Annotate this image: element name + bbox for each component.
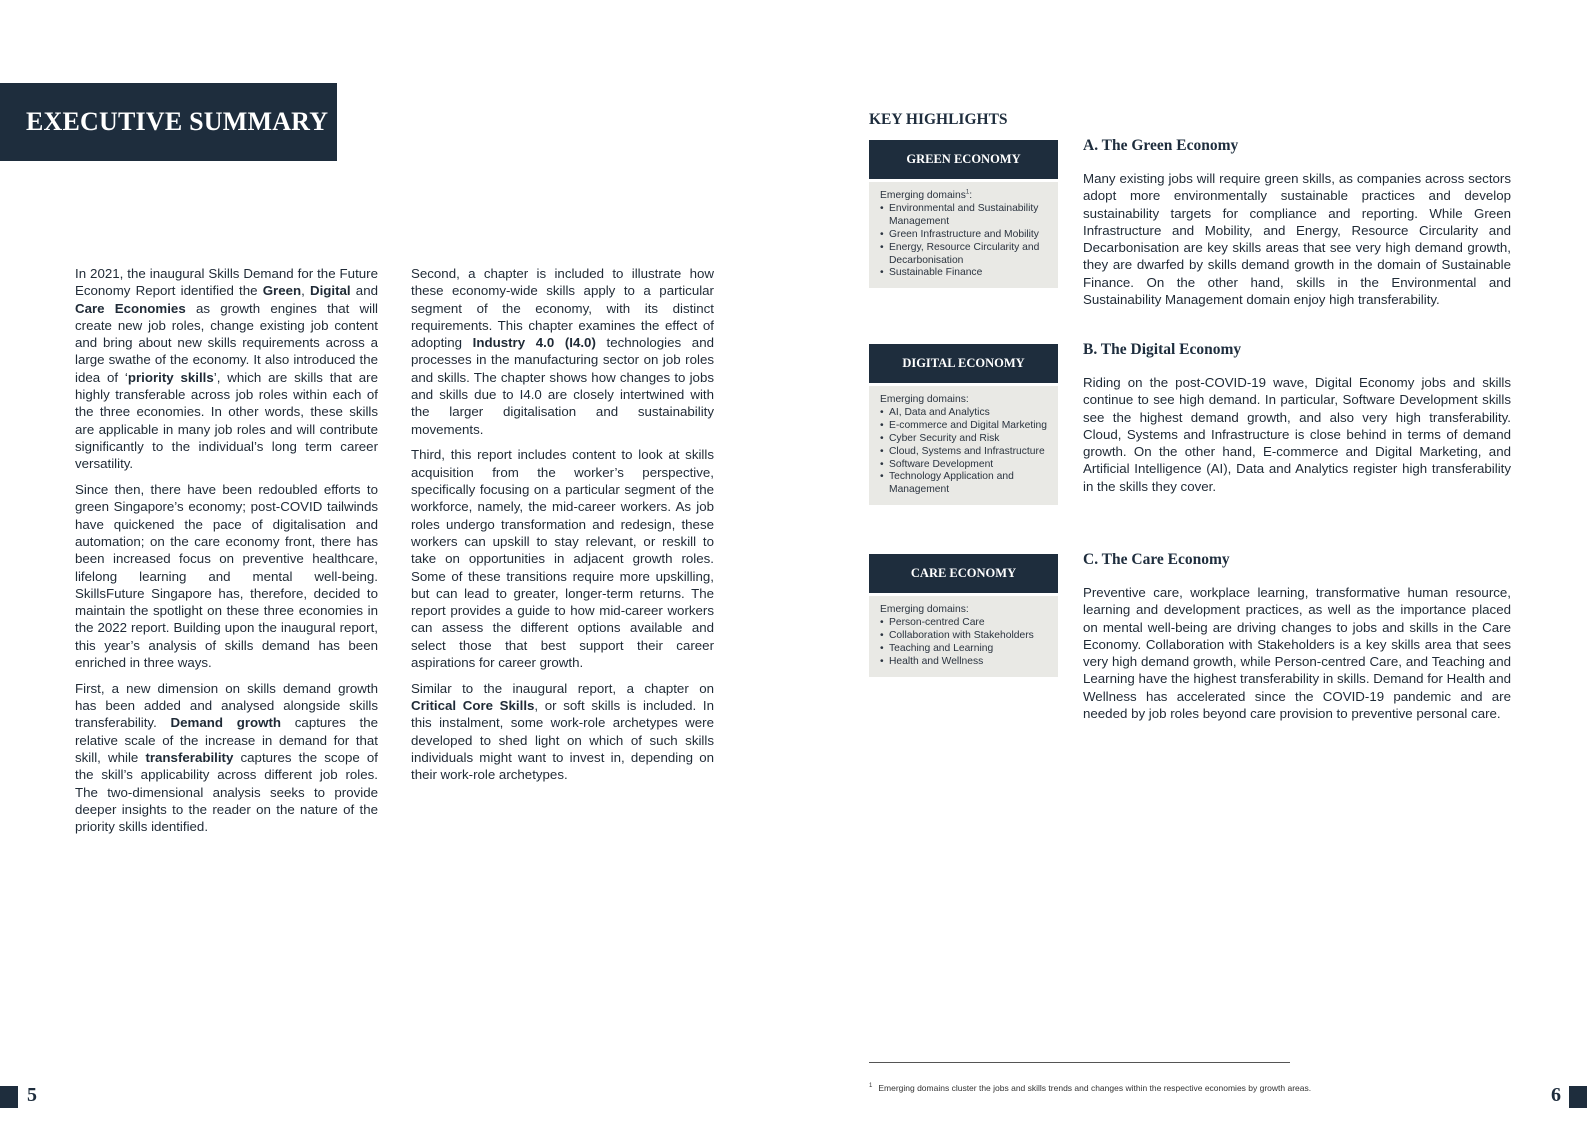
section-digital-economy [1083,341,1511,495]
list-item: • Cyber Security and Risk [880,433,1050,446]
digital-economy-card-body [869,386,1058,505]
list-item: • AI, Data and Analytics [880,407,1050,420]
list-item: • Software Development [880,459,1050,472]
list-item: • E-commerce and Digital Marketing [880,420,1050,433]
care-economy-card [869,554,1058,677]
footnote [869,1083,1311,1093]
section-text: Riding on the post-COVID-19 wave, Digital Economy jobs and skills continue to see high demand. In particular, Software Development skills see the highest demand growth, and also very high transferability. Cloud, Systems and Infrastructure is close behind in terms of demand growth. On the other hand, E-commerce and Digital Marketing, and Artificial Intelligence (AI), Data and Analytics register high transferability in the skills they cover. [1083,375,1511,494]
page-marker-right [1569,1086,1587,1108]
green-economy-card-title: GREEN ECONOMY [869,140,1058,179]
footnote-ref: 1 [965,189,970,196]
left-paragraph-3: First, a new dimension on skills demand growth has been added and analysed alongside skills transferability. Demand growth captures the relative scale of the increase in demand for that skill, while transferability captures the scope of the skill’s applicability across different job roles. The two-dimensional analysis seeks to provide deeper insights to the reader on the nature of the priority skills identified. [75,680,379,835]
card-lead: Emerging domains: [880,394,969,405]
care-economy-card-body [869,596,1058,677]
page-title [0,83,337,161]
list-item: • Green Infrastructure and Mobility [880,229,1050,242]
page-marker-left [0,1086,18,1108]
list-item: • Sustainable Finance [880,267,1050,280]
section-text: Preventive care, workplace learning, transformative human resource, learning and development practices, as well as the importance placed on mental well-being are driving changes to jobs and skills in the Care Economy. Collaboration with Stakeholders is a key skills area that sees very high demand growth, while Person-centred Care, and Teaching and Learning have the highest transferability in skills. Demand for Health and Wellness has accelerated since the COVID-19 pandemic and are needed by job roles beyond care provision to preventive personal care. [1083,585,1511,722]
page-number-left: 5 [27,1084,37,1106]
middle-paragraph-1: Second, a chapter is included to illustrate how these economy-wide skills apply to a particular segment of the economy, with its distinct requirements. This chapter examines the effect of adopting Industry 4.0 (I4.0) technologies and processes in the manufacturing sector on job roles and skills. The chapter shows how changes to jobs and skills due to I4.0 are closely intertwined with the larger digitalisation and sustainability movements. [411,266,714,437]
middle-column [411,265,714,792]
footnote-text: Emerging domains cluster the jobs and skills trends and changes within the respective economies by growth areas. [878,1083,1312,1093]
list-item: • Energy, Resource Circularity and Decarbonisation [880,242,1050,268]
page-title-text: EXECUTIVE SUMMARY [26,107,329,136]
page-number-right: 6 [1551,1084,1561,1106]
middle-paragraph-3: Similar to the inaugural report, a chapter on Critical Core Skills, or soft skills is included. In this instalment, some work-role archetypes were developed to shed light on which of such skills individuals might want to invest in, depending on their work-role archetypes. [411,680,714,783]
left-paragraph-1: In 2021, the inaugural Skills Demand for the Future Economy Report identified the Green, Digital and Care Economies as growth engines that will create new job roles, change existing job content and bring about new skills requirements across a large swathe of the economy. It also introduced the idea of ‘priority skills’, which are skills that are highly transferable across job roles within each of the three economies. In other words, these skills are applicable in many job roles and will contribute significantly to the individual’s long term career versatility. [75,266,378,472]
list-item: • Technology Application and Management [880,471,1050,497]
list-item: • Person-centred Care [880,617,1050,630]
care-economy-card-title: CARE ECONOMY [869,554,1058,593]
list-item: • Teaching and Learning [880,643,1050,656]
digital-economy-card [869,344,1058,505]
card-lead: Emerging domains: [880,604,969,615]
section-title: C. The Care Economy [1083,551,1230,568]
list-item: • Health and Wellness [880,656,1050,669]
middle-paragraph-2: Third, this report includes content to look at skills acquisition from the worker’s perspective, specifically focusing on a particular segment of the workforce, namely, the mid-career workers. As job roles undergo transformation and redesign, these workers can upskill to stay relevant, or reskill to take on opportunities in adjacent growth roles. Some of these transitions require more upskilling, but can lead to greater, longer-term returns. The report provides a guide to how mid-career workers can assess the different options available and select those that best support their career aspirations for career growth. [411,447,714,671]
section-care-economy [1083,551,1511,722]
left-column [75,265,378,844]
list-item: • Cloud, Systems and Infrastructure [880,446,1050,459]
list-item: • Environmental and Sustainability Management [880,203,1050,229]
footnote-divider [869,1062,1290,1063]
card-lead: Emerging domains$^1$: [880,189,973,201]
section-title: A. The Green Economy [1083,137,1239,154]
list-item: • Collaboration with Stakeholders [880,630,1050,643]
section-text: Many existing jobs will require green skills, as companies across sectors adopt more environmentally sustainable practices and develop sustainability targets for compliance and reporting. While Green Infrastructure and Mobility, and Energy, Resource Circularity and Decarbonisation are key skills areas that see very high demand growth, they are dwarfed by skills demand growth in the domain of Sustainable Finance. On the other hand, skills in the Environmental and Sustainability Management domain enjoy high transferability. [1083,171,1511,308]
section-green-economy [1083,137,1511,308]
green-economy-card [869,140,1058,288]
green-economy-card-body [869,182,1058,288]
footnote-marker: 1 [869,1083,873,1090]
left-paragraph-2: Since then, there have been redoubled efforts to green Singapore’s economy; post-COVID tailwinds have quickened the pace of digitalisation and automation; on the care economy front, there has been increased focus on preventive healthcare, lifelong learning and mental well-being. SkillsFuture Singapore has, therefore, decided to maintain the spotlight on these three economies in the 2022 report. Building upon the inaugural report, this year’s analysis of skills demand has been enriched in three ways. [75,482,378,671]
digital-economy-card-title: DIGITAL ECONOMY [869,344,1058,383]
key-highlights-heading: KEY HIGHLIGHTS [869,111,1008,128]
section-title: B. The Digital Economy [1083,341,1242,358]
